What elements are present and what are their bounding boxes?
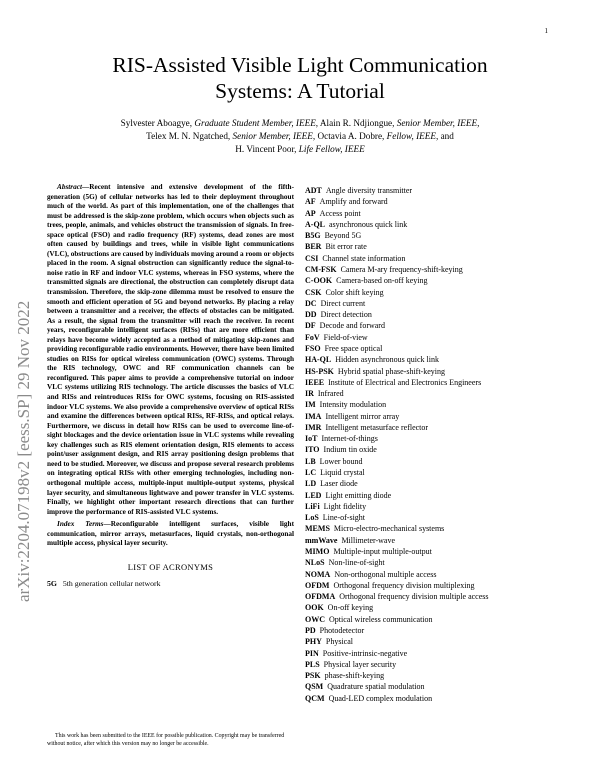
acronym-entry — [305, 557, 555, 568]
acronym-definition: Free space optical — [324, 343, 383, 353]
acronym-abbr: LC — [305, 468, 317, 478]
acronym-definition: Institute of Electrical and Electronics Engineers — [328, 377, 482, 387]
acronym-entry — [305, 332, 555, 343]
acronym-entry — [305, 399, 555, 410]
acronym-entry — [305, 219, 555, 230]
acronym-entry — [305, 354, 555, 365]
acronym-abbr: PLS — [305, 659, 320, 669]
acronym-abbr: HA-QL — [305, 355, 332, 365]
acronym-definition: Color shift keying — [325, 287, 384, 297]
acronym-abbr: IR — [305, 389, 314, 399]
acronym-entry — [305, 343, 555, 354]
acronym-abbr: FSO — [305, 343, 321, 353]
author-name: Octavia A. Dobre, — [315, 131, 387, 141]
index-terms-lead: Index Terms — [57, 520, 104, 529]
acronym-abbr: QSM — [305, 682, 324, 692]
acronym-definition: Infrared — [317, 389, 344, 399]
footnote: This work has been submitted to the IEEE for possible publication. Copyright may be transferred without notice, after which this version may no longer be accessible. — [47, 733, 285, 747]
acronym-abbr: IEEE — [305, 377, 325, 387]
author-name: Sylvester Aboagye, — [120, 118, 195, 128]
acronym-definition: Quadrature spatial modulation — [327, 682, 425, 692]
acronym-definition: Positive-intrinsic-negative — [322, 648, 408, 658]
acronym-abbr: LoS — [305, 513, 319, 523]
acronym-entry — [305, 433, 555, 444]
acronym-definition: Indium tin oxide — [323, 445, 377, 455]
acronym-abbr: ADT — [305, 186, 322, 195]
author-list — [62, 117, 538, 156]
acronym-abbr: LiFi — [305, 501, 320, 511]
acronym-abbr: AP — [305, 208, 316, 218]
acronym-definition: Hybrid spatial phase-shift-keying — [337, 366, 445, 376]
acronym-definition: Light fidelity — [323, 501, 367, 511]
acronym-definition: Photodetector — [319, 625, 365, 635]
acronym-entry — [305, 264, 555, 275]
acronym-entry — [305, 648, 555, 659]
arxiv-identifier: arXiv:2204.07198v2 [eess.SP] 29 Nov 2022 — [14, 300, 33, 602]
author-name: Telex M. N. Ngatched, — [146, 131, 233, 141]
acronym-abbr: DF — [305, 321, 316, 331]
acronym-abbr: FoV — [305, 332, 320, 342]
page-number: 1 — [544, 27, 548, 35]
title-line-2: Systems: A Tutorial — [215, 79, 385, 103]
right-column — [305, 185, 555, 704]
acronym-entry — [305, 602, 555, 613]
abstract-text: —Recent intensive and extensive development of the fifth-generation (5G) of cellular networks has led to their deployment throughout much of the world. As part of this implementation, one of the challenges that must be addressed is the skip-zone problem, which occurs when objects such as trees, people, animals, and vehicles obstruct the transmission of signals. In free-space optical (FSO) and radio frequency (RF) systems, dead zones are most often caused by buildings and trees, while in visible light communications (VLC), obstructions are caused by individuals moving around a room or objects placed in the room. A signal obstruction can significantly reduce the signal-to-noise ratio in RF and indoor VLC systems, whereas in FSO systems, where the transmitted signals are directional, the obstruction can completely disrupt data transmission. Therefore, the skip-zone dilemma must be resolved to ensure the smooth and efficient operation of 5G and beyond networks. By placing a relay between a transmitter and a receiver, the effects of obstacles can be mitigated. As a result, the signal from the transmitter will reach the receiver. In recent years, reconfigurable intelligent surfaces (RISs) that are more efficient than relays have become widely accepted as a method of mitigating skip-zones and providing reconfigurable radio environments. However, there have been limited studies on RISs for optical wireless communication (OWC) systems. Through the RIS technology, OWC and RF communication channels can be reconfigured. This paper aims to provide a comprehensive tutorial on indoor VLC systems utilizing RIS technology. The article discusses the basics of VLC and RISs and reintroduces RISs for OWC systems, focusing on RIS-assisted indoor VLC systems. We also provide a comprehensive overview of optical RISs and examine the differences between optical RISs, RF-RISs, and optical relays. Furthermore, we discuss in detail how RISs can be used to overcome line-of-sight blockages and the device orientation issue in VLC systems while revealing key challenges such as RIS element orientation design, RIS elements to access point/user assignment design, and RIS array positioning design problems that need to be studied. Moreover, we discuss and propose several research problems on integrating optical RISs with other emerging technologies, including non-orthogonal multiple access, multiple-input multiple-output systems, physical layer security, and simultaneous lightwave and power transfer in VLC systems. Finally, we highlight other important research directions that can further improve the performance of RIS-assisted VLC systems. — [47, 183, 294, 516]
author-line-1 — [62, 117, 538, 130]
acronym-entry — [305, 625, 555, 636]
acronym-abbr: MEMS — [305, 524, 330, 534]
acronym-definition: Internet-of-things — [321, 434, 378, 444]
abstract — [47, 183, 294, 517]
author-affiliation: Senior Member, IEEE, — [232, 131, 316, 141]
acronym-entry — [305, 569, 555, 580]
acronym-abbr: PSK — [305, 671, 321, 681]
acronym-abbr: AF — [305, 197, 316, 207]
acronym-entry — [305, 681, 555, 692]
acronym-abbr: mmWave — [305, 535, 338, 545]
acronym-abbr: IM — [305, 400, 316, 410]
author-affiliation: Life Fellow, IEEE — [298, 144, 365, 154]
author-line-2 — [62, 130, 538, 143]
acronym-abbr: LED — [305, 490, 322, 500]
acronym-abbr: IMA — [305, 411, 322, 421]
acronym-entry — [305, 546, 555, 557]
acronym-definition: Direct current — [320, 298, 366, 308]
paper-title — [60, 52, 540, 104]
acronym-entry — [305, 377, 555, 388]
acronym-abbr: OOK — [305, 603, 324, 613]
author-affiliation: Fellow, IEEE, — [386, 131, 439, 141]
acronym-entry — [305, 659, 555, 670]
acronym-entry — [305, 693, 555, 704]
acronym-definition: Non-line-of-sight — [328, 558, 385, 568]
acronym-entry — [305, 185, 555, 196]
acronym-definition: Field-of-view — [323, 332, 368, 342]
acronym-abbr: NOMA — [305, 569, 331, 579]
acronym-abbr: DD — [305, 310, 317, 320]
acronym-abbr: OWC — [305, 614, 325, 624]
acronym-abbr: PIN — [305, 648, 319, 658]
acronym-entry — [305, 501, 555, 512]
acronym-definition: On-off keying — [327, 603, 374, 613]
acronym-definition: phase-shift-keying — [324, 671, 385, 681]
acronym-definition: Bit error rate — [325, 242, 367, 252]
acronym-entry — [305, 287, 555, 298]
acronym-abbr: HS-PSK — [305, 366, 334, 376]
acronym-definition: Direct detection — [320, 310, 372, 320]
acronym-definition: Amplify and forward — [319, 197, 388, 207]
acronym-abbr: A-QL — [305, 219, 325, 229]
acronym-definition: 5th generation cellular network — [62, 578, 161, 588]
acronym-entry — [305, 444, 555, 455]
acronym-entry — [305, 366, 555, 377]
acronym-entry — [305, 309, 555, 320]
acronym-abbr: OFDMA — [305, 592, 336, 602]
acronym-entry — [305, 320, 555, 331]
acronym-definition: Camera M-ary frequency-shift-keying — [340, 264, 463, 274]
acronym-entry — [305, 298, 555, 309]
acronym-entry — [305, 614, 555, 625]
acronym-definition: Line-of-sight — [322, 513, 366, 523]
acronym-abbr: CM-FSK — [305, 264, 337, 274]
acronym-definition: Laser diode — [320, 479, 358, 489]
acronym-abbr: PHY — [305, 637, 322, 647]
acronym-abbr: BER — [305, 242, 322, 252]
acronym-abbr: PD — [305, 625, 316, 635]
author-affiliation: Senior Member, IEEE, — [396, 118, 480, 128]
acronym-abbr: C-OOK — [305, 276, 333, 286]
acronym-abbr: IMR — [305, 422, 322, 432]
acronym-abbr: MIMO — [305, 547, 330, 556]
acronym-entry — [47, 579, 294, 588]
acronym-entry — [305, 422, 555, 433]
acronym-entry — [305, 411, 555, 422]
title-line-1: RIS-Assisted Visible Light Communication — [112, 53, 488, 77]
acronym-definition: Orthogonal frequency division multiple access — [339, 592, 489, 602]
acronym-entry — [305, 253, 555, 264]
acronym-entry — [305, 670, 555, 681]
acronym-definition: Channel state information — [322, 253, 406, 263]
acronym-definition: asynchronous quick link — [329, 219, 408, 229]
index-terms — [47, 520, 294, 549]
acronym-definition: Micro-electro-mechanical systems — [333, 524, 445, 534]
acronym-entry — [305, 230, 555, 241]
index-terms-text: —Reconfigurable intelligent surfaces, visible light communication, mirror arrays, metasurfaces, liquid crystals, non-orthogonal multiple access, physical layer security. — [47, 520, 294, 548]
acronym-entry — [305, 196, 555, 207]
author-name: H. Vincent Poor, — [235, 144, 299, 154]
acronym-abbr: IoT — [305, 434, 318, 444]
acronym-entry — [305, 275, 555, 286]
author-affiliation: Graduate Student Member, IEEE, — [194, 118, 319, 128]
author-line-3 — [62, 143, 538, 156]
acronym-definition: Physical — [325, 637, 353, 647]
acronyms-heading: LIST OF ACRONYMS — [127, 561, 214, 572]
acronym-entry — [305, 535, 555, 546]
acronym-entry — [305, 591, 555, 602]
acronym-definition: Quad-LED complex modulation — [328, 693, 433, 703]
acronym-abbr: OFDM — [305, 580, 330, 590]
acronym-abbr: CSK — [305, 287, 322, 297]
acronym-definition: Access point — [319, 208, 361, 218]
acronym-definition: Light emitting diode — [325, 490, 392, 500]
acronym-definition: Intelligent metasurface reflector — [325, 422, 429, 432]
acronym-entry — [305, 467, 555, 478]
acronym-abbr: QCM — [305, 693, 325, 703]
acronym-abbr: NLoS — [305, 558, 325, 568]
abstract-lead: Abstract — [57, 183, 82, 191]
acronym-abbr: DC — [305, 298, 317, 308]
acronym-entry — [305, 490, 555, 501]
acronym-abbr: CSI — [305, 253, 319, 263]
acronym-definition: Liquid crystal — [320, 468, 365, 478]
acronym-abbr: B5G — [305, 231, 321, 241]
acronym-definition: Lower bound — [319, 456, 363, 466]
acronym-definition: Intensity modulation — [319, 400, 387, 410]
acronym-entry — [305, 523, 555, 534]
acronym-definition: Physical layer security — [323, 659, 397, 669]
acronym-definition: Optical wireless communication — [329, 614, 433, 624]
acronym-entry — [305, 512, 555, 523]
left-column — [47, 183, 294, 588]
acronym-entry — [305, 580, 555, 591]
acronym-definition: Camera-based on-off keying — [336, 276, 428, 286]
acronym-abbr: ITO — [305, 445, 320, 455]
acronym-definition: Multiple-input multiple-output — [333, 547, 432, 556]
acronym-entry — [305, 208, 555, 219]
acronym-definition: Beyond 5G — [324, 231, 362, 241]
acronym-abbr: LB — [305, 456, 316, 466]
acronym-entry — [305, 456, 555, 467]
acronym-definition: Angle diversity transmitter — [325, 186, 413, 195]
acronym-definition: Non-orthogonal multiple access — [334, 569, 437, 579]
acronym-entry — [305, 388, 555, 399]
acronym-definition: Decode and forward — [319, 321, 385, 331]
acronym-list — [305, 185, 555, 704]
acronym-abbr: LD — [305, 479, 317, 489]
acronym-entry — [305, 478, 555, 489]
acronym-entry — [305, 241, 555, 252]
author-conjunction: and — [438, 131, 454, 141]
acronym-abbr: 5G — [47, 578, 57, 588]
acronym-entry — [305, 636, 555, 647]
author-name: Alain R. Ndjiongue, — [318, 118, 397, 128]
acronym-definition: Millimeter-wave — [341, 535, 396, 545]
acronym-definition: Intelligent mirror array — [325, 411, 400, 421]
acronym-definition: Orthogonal frequency division multiplexing — [333, 580, 475, 590]
acronym-definition: Hidden asynchronous quick link — [335, 355, 439, 365]
